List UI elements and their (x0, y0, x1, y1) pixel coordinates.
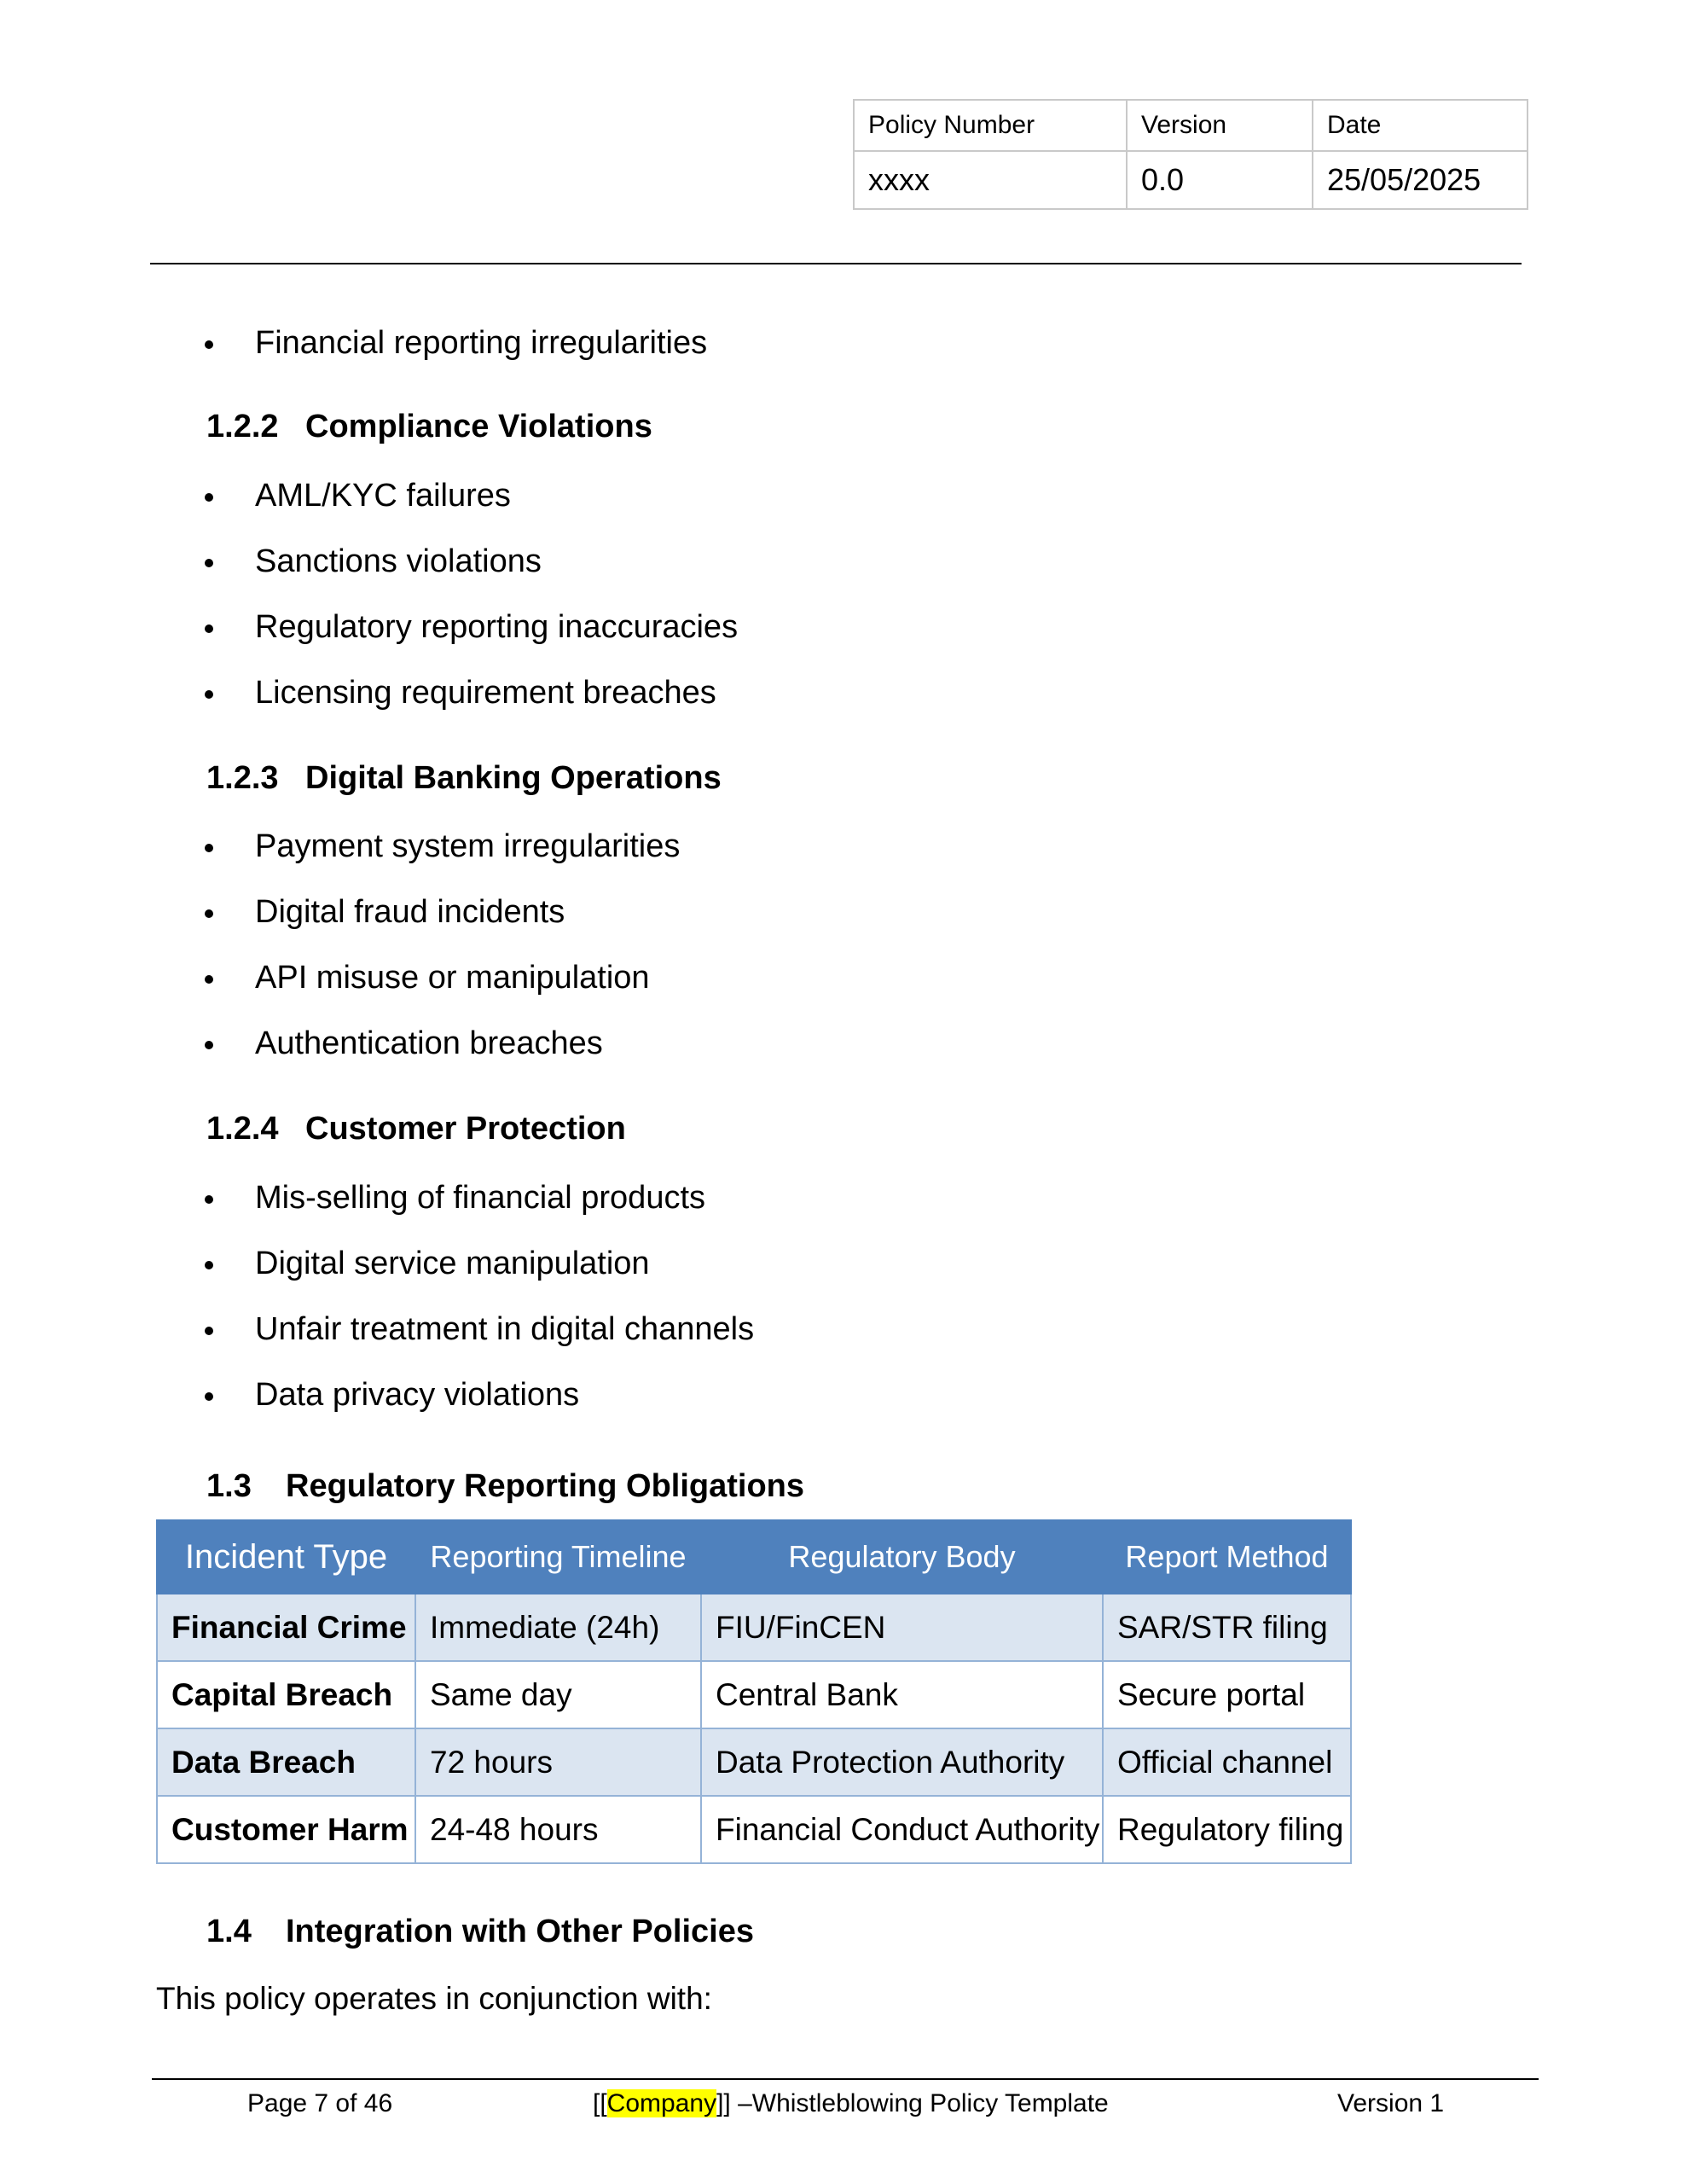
bullet-icon (205, 1023, 255, 1064)
document-title: [[Company]] –Whistleblowing Policy Template (593, 2089, 1109, 2117)
bullet-icon (205, 672, 255, 713)
table-cell: Customer Harm (157, 1796, 415, 1863)
table-cell: Capital Breach (157, 1661, 415, 1728)
table-cell: Data Protection Authority (701, 1728, 1103, 1796)
bullet-icon (205, 957, 255, 998)
header-divider (150, 263, 1522, 264)
table-cell: SAR/STR filing (1103, 1594, 1351, 1661)
table-cell: Immediate (24h) (415, 1594, 701, 1661)
table-cell: 72 hours (415, 1728, 701, 1796)
bullet-icon (205, 475, 255, 516)
table-cell: Regulatory filing (1103, 1796, 1351, 1863)
version-value: 0.0 (1127, 151, 1313, 209)
table-cell: Financial Conduct Authority (701, 1796, 1103, 1863)
table-cell: Central Bank (701, 1661, 1103, 1728)
section-heading-1-4: 1.4 Integration with Other Policies (206, 1914, 754, 1949)
footer-divider (152, 2078, 1539, 2080)
table-cell: 24-48 hours (415, 1796, 701, 1863)
bullet-icon (205, 892, 255, 932)
reporting-obligations-table (156, 1519, 1352, 1864)
list-item: Financial reporting irregularities (205, 322, 707, 363)
list-item: Sanctions violations (205, 541, 542, 582)
table-row (157, 1594, 1351, 1661)
list-item: AML/KYC failures (205, 475, 511, 516)
table-cell: Secure portal (1103, 1661, 1351, 1728)
page-number: Page 7 of 46 (247, 2089, 393, 2117)
table-cell: Financial Crime (157, 1594, 415, 1661)
list-item: API misuse or manipulation (205, 957, 650, 998)
integration-intro-text: This policy operates in conjunction with: (156, 1981, 712, 2016)
section-heading-1-2-3: 1.2.3 Digital Banking Operations (206, 760, 722, 796)
policy-number-label: Policy Number (854, 100, 1127, 151)
date-value: 25/05/2025 (1313, 151, 1528, 209)
footer-version: Version 1 (1337, 2089, 1445, 2117)
table-row (157, 1728, 1351, 1796)
version-label: Version (1127, 100, 1313, 151)
policy-number-value: xxxx (854, 151, 1127, 209)
column-header: Report Method (1103, 1520, 1351, 1594)
table-cell: Same day (415, 1661, 701, 1728)
bullet-icon (205, 1309, 255, 1350)
policy-meta-table (853, 99, 1528, 210)
list-item: Licensing requirement breaches (205, 672, 716, 713)
section-heading-1-2-4: 1.2.4 Customer Protection (206, 1111, 626, 1147)
table-row (157, 1796, 1351, 1863)
column-header: Regulatory Body (701, 1520, 1103, 1594)
date-label: Date (1313, 100, 1528, 151)
bullet-icon (205, 607, 255, 648)
table-row (157, 1661, 1351, 1728)
section-heading-1-2-2: 1.2.2 Compliance Violations (206, 409, 652, 444)
section-heading-1-3: 1.3 Regulatory Reporting Obligations (206, 1468, 805, 1504)
list-item: Authentication breaches (205, 1023, 603, 1064)
table-cell: Data Breach (157, 1728, 415, 1796)
list-item: Mis-selling of financial products (205, 1177, 705, 1218)
bullet-icon (205, 541, 255, 582)
bullet-icon (205, 322, 255, 363)
list-item: Unfair treatment in digital channels (205, 1309, 754, 1350)
company-placeholder: Company (606, 2089, 717, 2117)
column-header: Incident Type (157, 1520, 415, 1594)
list-item: Regulatory reporting inaccuracies (205, 607, 738, 648)
list-item: Digital service manipulation (205, 1243, 650, 1284)
column-header: Reporting Timeline (415, 1520, 701, 1594)
list-item: Data privacy violations (205, 1374, 579, 1415)
bullet-icon (205, 1243, 255, 1284)
table-cell: Official channel (1103, 1728, 1351, 1796)
list-item: Digital fraud incidents (205, 892, 565, 932)
table-cell: FIU/FinCEN (701, 1594, 1103, 1661)
bullet-icon (205, 1177, 255, 1218)
bullet-icon (205, 826, 255, 867)
list-item: Payment system irregularities (205, 826, 680, 867)
table-header-row (157, 1520, 1351, 1594)
bullet-icon (205, 1374, 255, 1415)
